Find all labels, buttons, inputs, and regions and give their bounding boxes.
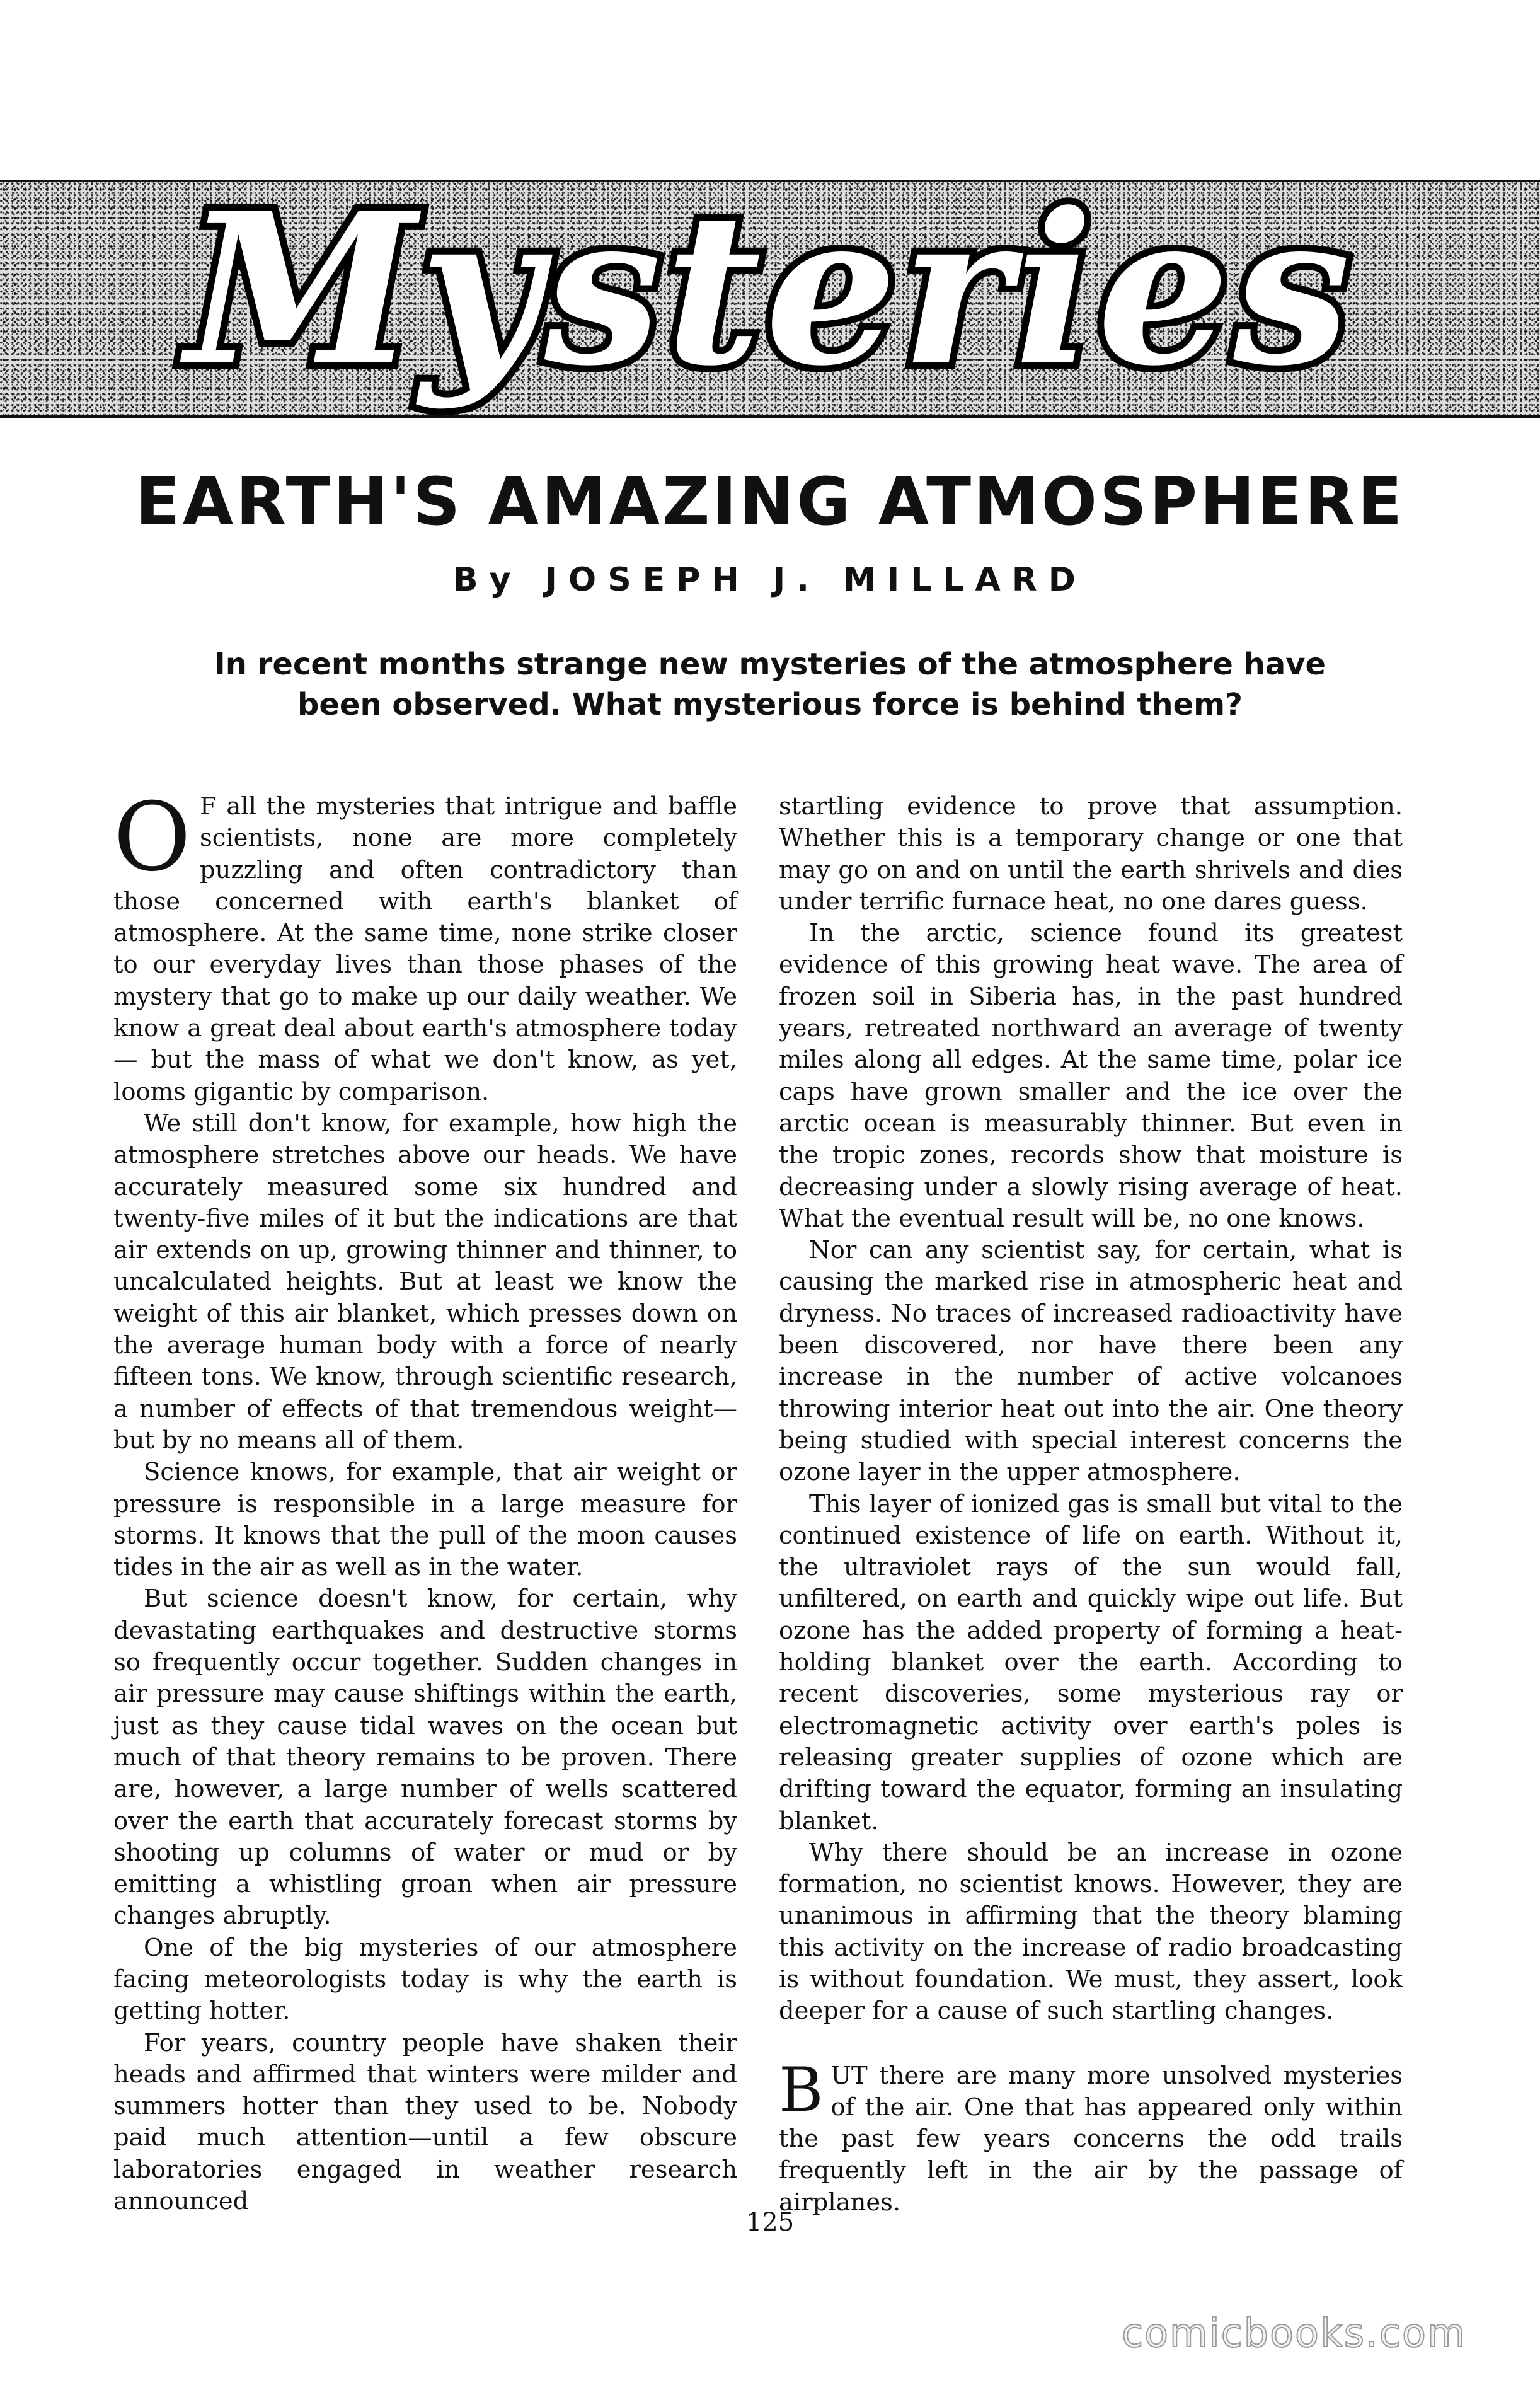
- drop-cap: B: [779, 2054, 824, 2125]
- paragraph: This layer of ionized gas is small but vital to the continued existence of life on earth. Without it, the ultraviolet rays of the sun would fall, unfiltered, on earth and quickly wipe out life. But ozone has the added property of forming a heat-holding blanket over the earth. According to recent discoveries, some mysterious ray or electromagnetic activity over earth's poles is releasing greater supplies of ozone which are drifting toward the equator, forming an insulating blanket.: [779, 1489, 1403, 1835]
- title-banner: [0, 170, 1540, 422]
- paragraph: We still don't know, for example, how high the atmosphere stretches above our heads. We have accurately measured some six hundred and twenty-five miles of it but the indications are that air extends on up, growing thinner and thinner, to uncalculated heights. But at least we know the weight of this air blanket, which presses down on the average human body with a force of nearly fifteen tons. We know, through scientific research, a number of effects of that tremendous weight—but by no means all of them.: [113, 1109, 737, 1455]
- watermark: comicbooks.com: [1122, 2310, 1467, 2356]
- paragraph: [779, 2054, 1403, 2219]
- drop-cap: O: [113, 783, 191, 892]
- paragraph: In the arctic, science found its greatest evidence of this growing heat wave. The area of frozen soil in Siberia has, in the past hundred years, retreated northward an average of twenty miles along all edges. At the same time, polar ice caps have grown smaller and the ice over the arctic ocean is measurably thinner. But even in the tropic zones, records show that moisture is decreasing under a slowly rising average of heat. What the eventual result will be, no one knows.: [779, 919, 1403, 1233]
- paragraph: Nor can any scientist say, for certain, what is causing the marked rise in atmospheric heat and dryness. No traces of increased radioactivity have been discovered, nor have there been any increase in the number of active volcanoes throwing interior heat out into the air. One theory being studied with special interest concerns the ozone layer in the upper atmosphere.: [779, 1236, 1403, 1487]
- paragraph: But science doesn't know, for certain, why devastating earthquakes and destructive storms so frequently occur together. Sudden changes in air pressure may cause shiftings within the earth, just as they cause tidal waves on the ocean but much of that theory remains to be proven. There are, however, a large number of wells scattered over the earth that accurately forecast storms by shooting up columns of water or mud or by emitting a whistling groan when air pressure changes abruptly.: [113, 1585, 737, 1931]
- paragraph: Science knows, for example, that air weight or pressure is responsible in a large measure for storms. It knows that the pull of the moon causes tides in the air as well as in the water.: [113, 1458, 737, 1582]
- left-column: [113, 783, 737, 2247]
- paragraph: Why there should be an increase in ozone formation, no scientist knows. However, they are unanimous in affirming that the theory blaming this activity on the increase of radio broadcasting is without foundation. We must, they assert, look deeper for a cause of such startling changes.: [779, 1838, 1403, 2026]
- page-number: 125: [745, 2208, 795, 2237]
- byline: By JOSEPH J. MILLARD: [453, 561, 1087, 599]
- paragraph-text: UT there are many more unsolved mysteries of the air. One that has appeared only within the past few years concerns the odd trails frequently left in the air by the passage of airplanes.: [779, 2061, 1403, 2217]
- right-column: [779, 791, 1403, 2247]
- banner-title: Mysteries: [185, 170, 1355, 412]
- article-title: EARTH'S AMAZING ATMOSPHERE: [135, 463, 1405, 540]
- paragraph: One of the big mysteries of our atmosphere facing meteorologists today is why the earth is getting hotter.: [113, 1933, 737, 2026]
- paragraph-text: F all the mysteries that intrigue and baffle scientists, none are more completely puzzling and often contradictory than those concerned with earth's blanket of atmosphere. At the same time, none strike closer to our everyday lives than those phases of the mystery that go to make up our daily weather. We know a great deal about earth's atmosphere today — but the mass of what we don't know, as yet, looms gigantic by comparison.: [113, 792, 737, 1106]
- article-deck: In recent months strange new mysteries of the atmosphere have been observed. What mysterious force is behind them?: [214, 647, 1326, 722]
- paragraph: For years, country people have shaken their heads and affirmed that winters were milder and summers hotter than they used to be. Nobody paid much attention—until a few obscure laboratories engaged in weather research announced: [113, 2028, 737, 2216]
- paragraph: [113, 783, 737, 1108]
- paragraph: startling evidence to prove that assumption. Whether this is a temporary change or one that may go on and on until the earth shrivels and dies under terrific furnace heat, no one dares guess.: [779, 792, 1403, 916]
- banner-title-art: [0, 170, 1540, 422]
